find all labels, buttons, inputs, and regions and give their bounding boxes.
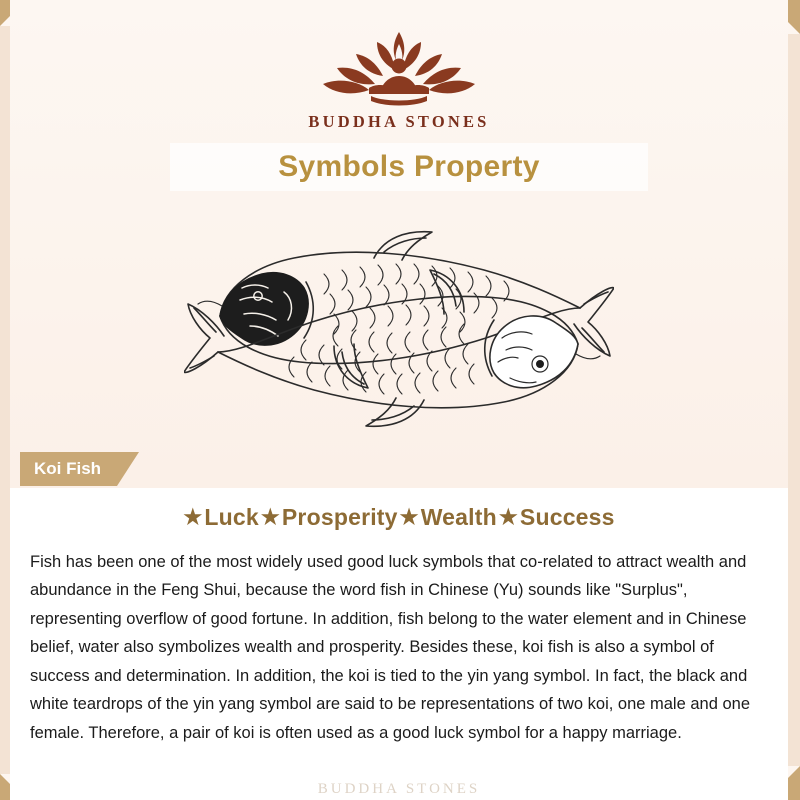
ribbon-tail — [117, 452, 139, 486]
edge-strip-left — [0, 26, 10, 774]
keyword-prosperity: Prosperity — [281, 504, 398, 530]
star-icon: ★ — [399, 506, 419, 529]
star-icon: ★ — [260, 506, 280, 529]
brand-name: BUDDHA STONES — [308, 112, 490, 131]
description-section — [10, 488, 788, 800]
description-paragraph: Fish has been one of the most widely used good luck symbols that co-related to attract wealth and abundance in the Feng Shui, because the word fish in Chinese (Yu) sounds like "Surplus", representing overflow of good fortune. In addition, fish belong to the water element and in Chinese belief, water also symbolizes wealth and prosperity. Besides these, koi fish is also a symbol of success and determination. In addition, the koi is tied to the yin yang symbol. In fact, the black and white teardrops of the yin yang symbol are said to be representations of two koi, one male and one female. Therefore, a pair of koi is often used as a good luck symbol for a happy marriage. — [30, 552, 751, 742]
keyword-list — [30, 504, 768, 531]
brand-logo — [10, 22, 788, 132]
title-banner — [170, 143, 648, 191]
keyword-success: Success — [519, 504, 615, 530]
page-title: Symbols Property — [278, 150, 540, 183]
two-koi-fish-yin-yang-icon — [184, 196, 614, 466]
koi-fish-label-ribbon — [20, 452, 139, 486]
lotus-meditation-figure-icon — [309, 22, 489, 108]
edge-strip-right — [788, 34, 800, 766]
star-icon: ★ — [498, 506, 518, 529]
star-icon: ★ — [183, 506, 203, 529]
ribbon-label: Koi Fish — [20, 452, 117, 486]
keyword-wealth: Wealth — [420, 504, 497, 530]
hero-section — [10, 0, 788, 488]
keyword-luck: Luck — [204, 504, 259, 530]
watermark-text: BUDDHA STONES — [317, 781, 481, 797]
